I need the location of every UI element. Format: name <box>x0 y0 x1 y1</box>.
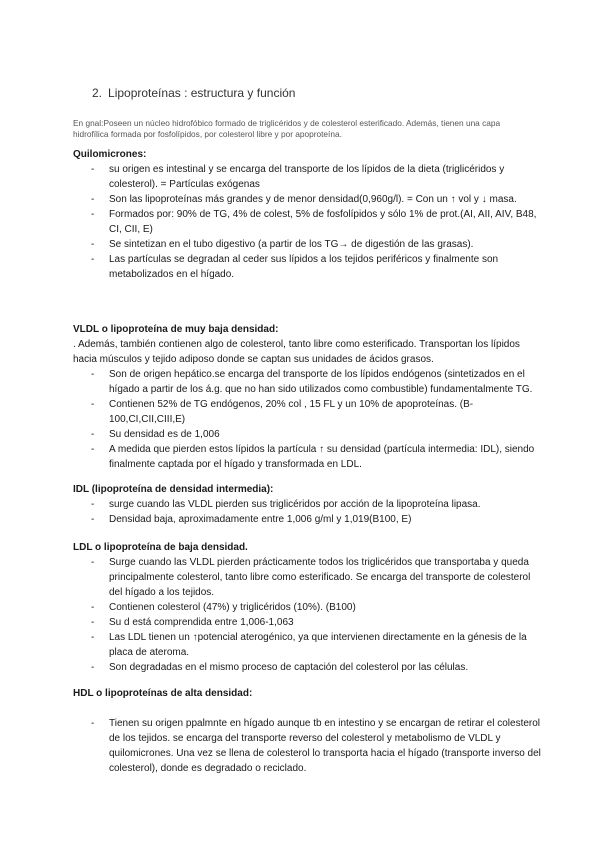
section-hdl <box>73 686 543 776</box>
section-title: LDL o lipoproteína de baja densidad. <box>73 542 248 553</box>
page-title <box>92 86 295 100</box>
section-idl <box>73 482 543 527</box>
section-title: IDL (lipoproteína de densidad intermedia): <box>73 484 274 495</box>
list-item: - Las LDL tienen un ↑potencial aterogénico, ya que intervienen directamente en la génesis de la placa de ateroma. <box>73 630 543 660</box>
list-item: - Son las lipoproteínas más grandes y de menor densidad(0,960g/l). = Con un ↑ vol y ↓ masa. <box>73 192 543 207</box>
item-list <box>73 162 543 282</box>
list-item: - Se sintetizan en el tubo digestivo (a partir de los TG→ de digestión de las grasas). <box>73 237 543 252</box>
item-list <box>73 367 543 472</box>
list-item: - Contienen 52% de TG endógenos, 20% col , 15 FL y un 10% de apoproteínas. (B-100,CI,CII,CIII,E) <box>73 397 543 427</box>
item-list <box>73 497 543 527</box>
list-item: - Su d está comprendida entre 1,006-1,063 <box>73 615 543 630</box>
list-item: - su origen es intestinal y se encarga del transporte de los lípidos de la dieta (triglicéridos y colesterol). = Partículas exógenas <box>73 162 543 192</box>
list-item: - Densidad baja, aproximadamente entre 1,006 g/ml y 1,019(B100, E) <box>73 512 543 527</box>
list-item: - Surge cuando las VLDL pierden prácticamente todos los triglicéridos que transportaba y queda principalmente colesterol, tanto libre como esterificado. Se encarga del transporte de colesterol del hígado a los tejidos. <box>73 555 543 600</box>
item-list <box>73 555 543 675</box>
section-quilomicrones <box>73 147 543 282</box>
heading-title: Lipoproteínas : estructura y función <box>108 86 296 100</box>
list-item: - Su densidad es de 1,006 <box>73 427 543 442</box>
intro-paragraph: En gnal:Poseen un núcleo hidrofóbico formado de triglicéridos y de colesterol esterificado. Además, tienen una capa hidrofílica formada por fosfolípidos, por colesterol libre y por apoproteína. <box>73 118 501 139</box>
section-title: VLDL o lipoproteína de muy baja densidad: <box>73 324 279 335</box>
section-vldl <box>73 322 543 472</box>
list-item: - Son de origen hepático.se encarga del transporte de los lípidos endógenos (sintetizados en el hígado a partir de los á.g. que no han sido utilizados como combustible) fundamentalmente TG. <box>73 367 543 397</box>
heading-number: 2. <box>92 86 103 100</box>
list-item: - surge cuando las VLDL pierden sus triglicéridos por acción de la lipoproteína lipasa. <box>73 497 543 512</box>
section-ldl <box>73 540 543 675</box>
list-item: - Contienen colesterol (47%) y triglicéridos (10%). (B100) <box>73 600 543 615</box>
section-title: Quilomicrones: <box>73 149 147 160</box>
section-title: HDL o lipoproteínas de alta densidad: <box>73 688 253 699</box>
list-item: - Son degradadas en el mismo proceso de captación del colesterol por las células. <box>73 660 543 675</box>
list-item: - Las partículas se degradan al ceder sus lípidos a los tejidos periféricos y finalmente son metabolizados en el hígado. <box>73 252 543 282</box>
list-item: - Tienen su origen ppalmnte en hígado aunque tb en intestino y se encargan de retirar el colesterol de los tejidos. se encarga del transporte reverso del colesterol y metabolismo de VLDL y quilomicrones. Una vez se llena de colesterol lo transporta hacia el hígado (transporte inverso del colesterol), donde es degradado o reciclado. <box>73 716 543 776</box>
list-item: - A medida que pierden estos lípidos la partícula ↑ su densidad (partícula intermedia: IDL), siendo finalmente captada por el hígado y transformada en LDL. <box>73 442 543 472</box>
section-description: . Además, también contienen algo de colesterol, tanto libre como esterificado. Transportan los lípidos hacia músculos y tejido adiposo donde se captan sus unidades de ácidos grasos. <box>73 339 520 365</box>
list-item: - Formados por: 90% de TG, 4% de colest, 5% de fosfolípidos y sólo 1% de prot.(AI, AII, AIV, B48, CI, CII, E) <box>73 207 543 237</box>
item-list <box>73 716 543 776</box>
